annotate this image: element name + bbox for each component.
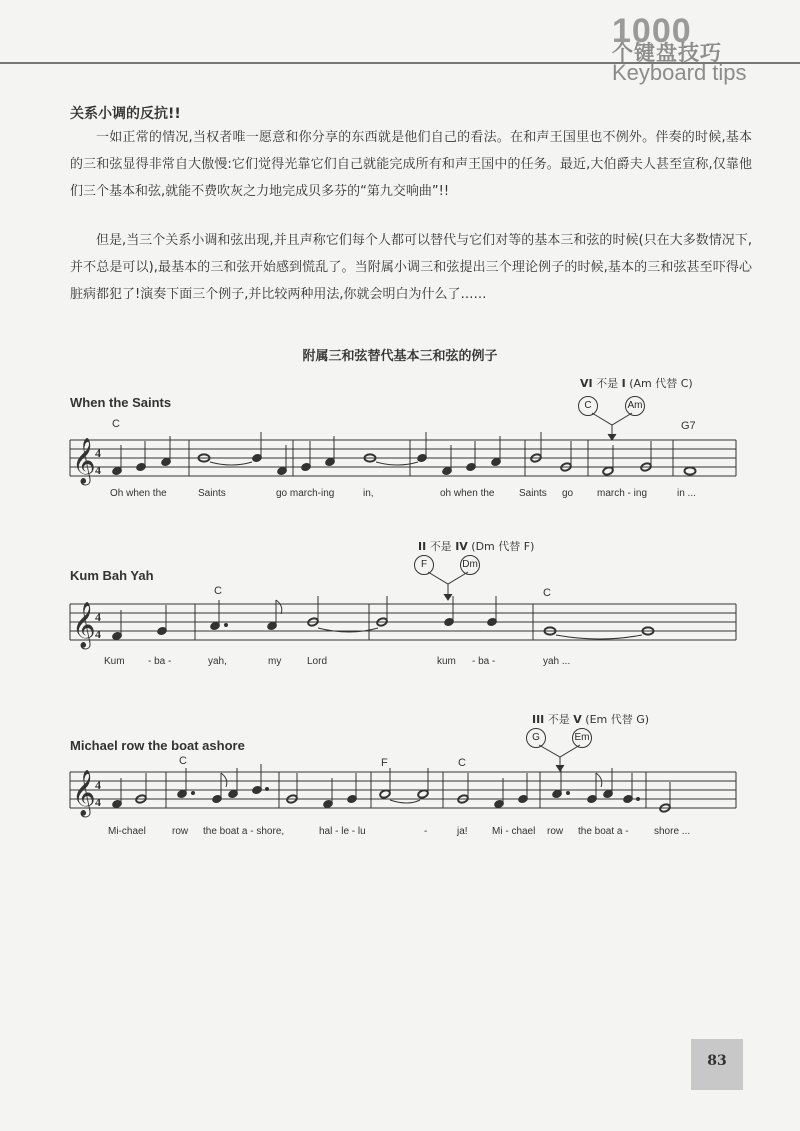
substitution-arrow-2 bbox=[428, 572, 468, 600]
lyric: Oh when the bbox=[110, 488, 167, 499]
lyric: Mi - chael bbox=[492, 826, 536, 837]
lyric: row bbox=[547, 826, 564, 837]
annotation-detail: (Dm 代替 F) bbox=[471, 540, 535, 553]
lyric: - ba - bbox=[472, 656, 496, 667]
paragraph-2-text: 但是,当三个关系小调和弦出现,并且声称它们每个人都可以替代与它们对等的基本三和弦的时候(只在大多数情况下,并不总是可以),最基本的三和弦开始感到慌乱了。当附属小调三和弦提出三个理论例子的时候,基本的三和弦甚至吓得心脏病都犯了!演奏下面三个例子,并比较两种用法,你就会明白为什么了…… bbox=[70, 233, 752, 302]
annotation-detail: (Am 代替 C) bbox=[629, 377, 693, 390]
substitution-label-2 bbox=[418, 538, 534, 554]
chord-symbol: C bbox=[458, 757, 466, 769]
annotation-word: 不是 bbox=[547, 713, 570, 726]
original-chord-circle: C bbox=[578, 396, 598, 416]
substitute-chord-circle: Em bbox=[572, 728, 592, 748]
lyric: in, bbox=[363, 488, 374, 499]
chord-symbol: C bbox=[543, 587, 551, 599]
svg-text:4: 4 bbox=[95, 795, 101, 809]
brand-title-en: Keyboard tips bbox=[612, 60, 747, 85]
svg-text:4: 4 bbox=[95, 627, 101, 641]
lyric: the boat a - bbox=[578, 826, 629, 837]
lyric: Kum bbox=[104, 656, 125, 667]
treble-clef-icon: 𝄞 bbox=[72, 770, 96, 816]
treble-clef-icon: 𝄞 bbox=[72, 602, 96, 648]
substitute-chord-circle: Dm bbox=[460, 555, 480, 575]
staff-lines-2 bbox=[70, 604, 736, 640]
chord-symbol: C bbox=[112, 418, 120, 430]
lyric: ja! bbox=[457, 826, 468, 837]
section-title: 关系小调的反抗!! bbox=[70, 106, 181, 122]
brand-number: 1000 bbox=[612, 12, 692, 50]
svg-text:4: 4 bbox=[95, 446, 101, 460]
lyric: go bbox=[562, 488, 574, 499]
substitution-arrow-1 bbox=[592, 413, 632, 440]
substitute-chord-circle: Am bbox=[625, 396, 645, 416]
notes-staff-1 bbox=[112, 432, 696, 476]
lyric: hal - le - lu bbox=[319, 826, 366, 837]
lyric: kum bbox=[437, 656, 456, 667]
annotation-detail: (Em 代替 G) bbox=[585, 713, 650, 726]
roman-numeral: I bbox=[621, 377, 626, 390]
original-chord-circle: G bbox=[526, 728, 546, 748]
lyric: in ... bbox=[677, 488, 696, 499]
substitution-label-3 bbox=[532, 711, 649, 727]
lyric: shore ... bbox=[654, 826, 691, 837]
song-title-1: When the Saints bbox=[70, 395, 172, 410]
lyric: row bbox=[172, 826, 189, 837]
figure-title: 附属三和弦替代基本三和弦的例子 bbox=[302, 349, 498, 364]
chord-symbol: G7 bbox=[681, 420, 696, 432]
page-number-box bbox=[691, 1039, 743, 1090]
chord-symbol: F bbox=[381, 757, 388, 769]
lyric: - bbox=[424, 826, 428, 837]
lyric: Lord bbox=[307, 656, 328, 667]
lyric: my bbox=[268, 656, 282, 667]
annotation-word: 不是 bbox=[596, 377, 619, 390]
notes-staff-2 bbox=[112, 596, 654, 641]
original-chord-circle: F bbox=[414, 555, 434, 575]
notes-staff-3 bbox=[112, 764, 671, 813]
chord-symbol: C bbox=[179, 755, 187, 767]
lyric: Saints bbox=[198, 488, 226, 499]
song-title-2: Kum Bah Yah bbox=[70, 568, 154, 583]
roman-numeral: VI bbox=[580, 377, 593, 390]
lyric: go march-ing bbox=[276, 488, 335, 499]
treble-clef-icon: 𝄞 bbox=[72, 438, 96, 484]
lyric: oh when the bbox=[440, 488, 495, 499]
lyric: yah ... bbox=[543, 656, 571, 667]
roman-numeral: III bbox=[532, 713, 545, 726]
roman-numeral: II bbox=[418, 540, 427, 553]
svg-text:4: 4 bbox=[95, 610, 101, 624]
annotation-word: 不是 bbox=[429, 540, 452, 553]
lyric: the boat a - shore, bbox=[203, 826, 285, 837]
lyric: march - ing bbox=[597, 488, 648, 499]
lyric: - ba - bbox=[148, 656, 172, 667]
song-title-3: Michael row the boat ashore bbox=[70, 738, 245, 753]
brand-title-cn: 个键盘技巧 bbox=[612, 41, 722, 65]
paragraph-1-text: 一如正常的情况,当权者唯一愿意和你分享的东西就是他们自己的看法。在和声王国里也不例外。伴奏的时候,基本的三和弦显得非常自大傲慢:它们觉得光靠它们自己就能完成所有和声王国中的任务。最近,大伯爵夫人甚至宣称,仅靠他们三个基本和弦,就能不费吹灰之力地完成贝多芬的“第九交响曲”!! bbox=[70, 130, 752, 199]
chord-symbol: C bbox=[214, 585, 222, 597]
roman-numeral: IV bbox=[455, 540, 468, 553]
lyric: Saints bbox=[519, 488, 547, 499]
svg-text:4: 4 bbox=[95, 463, 101, 477]
lyric: Mi-chael bbox=[108, 826, 146, 837]
substitution-arrow-3 bbox=[539, 745, 580, 771]
svg-text:4: 4 bbox=[95, 778, 101, 792]
page-number: 83 bbox=[707, 1053, 727, 1069]
lyric: yah, bbox=[208, 656, 227, 667]
roman-numeral: V bbox=[573, 713, 582, 726]
